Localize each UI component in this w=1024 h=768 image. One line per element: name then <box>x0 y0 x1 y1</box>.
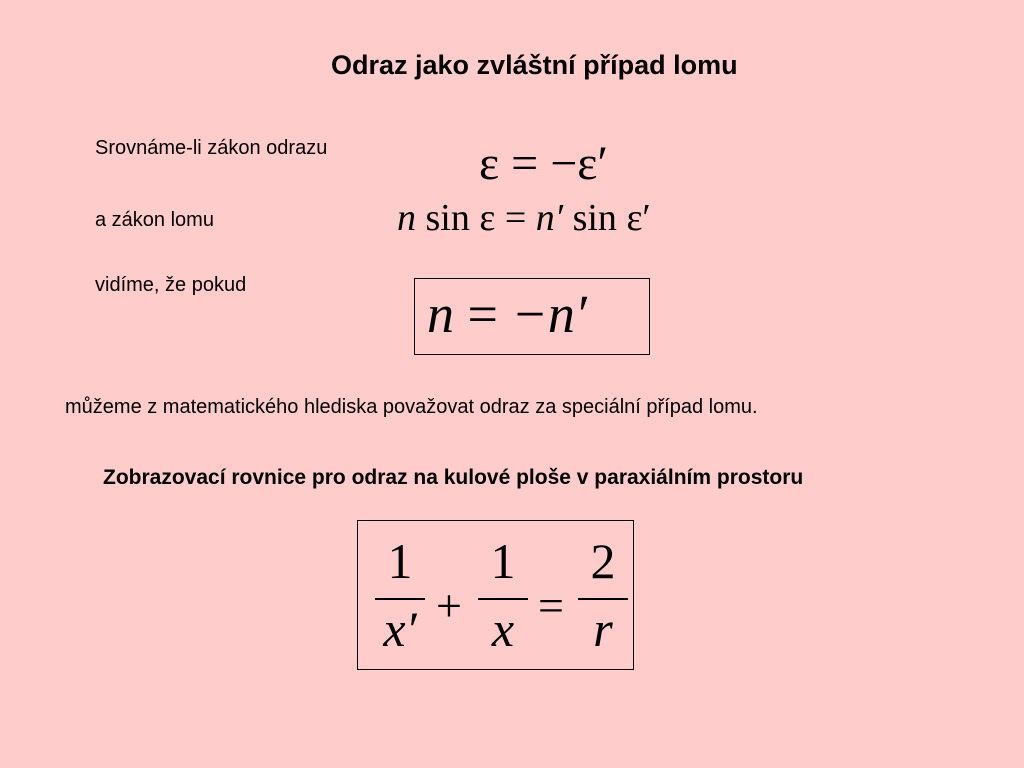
fraction-3-numerator: 2 <box>590 533 616 589</box>
reflection-law-equation <box>479 137 608 190</box>
fraction-one-over-x-prime <box>375 533 425 657</box>
refraction-law-sin-right: sin <box>572 197 617 239</box>
label-reflection-law: Srovnáme-li zákon odrazu <box>95 137 328 159</box>
condition-box <box>414 278 650 355</box>
fraction-1-denominator: x′ <box>383 601 417 657</box>
fraction-1-numerator: 1 <box>387 533 413 589</box>
refraction-law-epsilon-right: ε′ <box>626 197 651 239</box>
condition-rhs: −n′ <box>511 284 587 344</box>
equals-sign: = <box>538 580 564 631</box>
refraction-law-sin-left: sin <box>425 197 470 239</box>
plus-sign: + <box>436 580 462 631</box>
section-subtitle: Zobrazovací rovnice pro odraz na kulové ploše v paraxiálním prostoru <box>103 466 804 489</box>
conclusion-text: můžeme z matematického hlediska považovat odraz za speciální případ lomu. <box>65 396 758 418</box>
fraction-3-denominator: r <box>593 601 613 657</box>
fraction-2-denominator: x <box>491 601 515 657</box>
refraction-law-equals: = <box>504 197 527 239</box>
label-refraction-law: a zákon lomu <box>95 209 214 231</box>
condition-lhs: n <box>427 284 454 344</box>
fraction-2-numerator: 1 <box>490 533 516 589</box>
reflection-law-lhs: ε <box>479 137 500 190</box>
reflection-law-equals: = <box>511 137 539 190</box>
refraction-law-n-prime: n′ <box>535 197 564 239</box>
fraction-1-bar <box>375 598 425 600</box>
refraction-law-n: n <box>397 197 416 239</box>
label-condition: vidíme, že pokud <box>95 274 247 296</box>
fraction-2-bar <box>478 598 528 600</box>
fraction-two-over-r <box>578 533 628 657</box>
fraction-one-over-x <box>478 533 528 657</box>
reflection-law-rhs: −ε′ <box>550 137 608 190</box>
condition-equation <box>427 284 587 344</box>
refraction-law-equation <box>397 199 651 237</box>
slide-title: Odraz jako zvláštní případ lomu <box>331 50 738 80</box>
mirror-equation-box <box>357 520 634 670</box>
condition-equals: = <box>467 284 498 344</box>
fraction-3-bar <box>578 598 628 600</box>
refraction-law-epsilon-left: ε <box>479 197 496 239</box>
